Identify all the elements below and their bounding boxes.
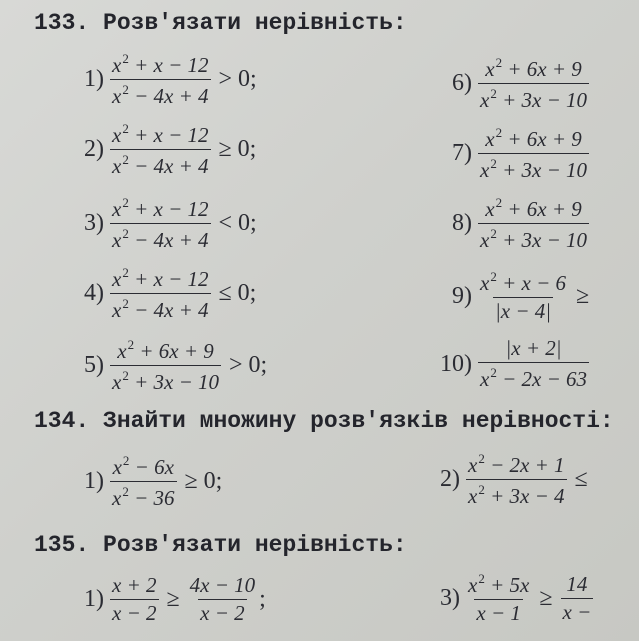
relation-sign: ≥ [166, 586, 180, 612]
numerator: $x^2 + x - 12$ [112, 121, 209, 147]
item-label: 10) [440, 350, 472, 377]
denominator: $x^2 + 3x - 10$ [478, 153, 589, 181]
denominator: x − 2 [200, 601, 245, 625]
fraction [110, 196, 211, 251]
item-label: 7) [452, 140, 472, 166]
inequality-item [440, 572, 593, 624]
denominator: x − 2 [112, 601, 157, 625]
inequality-item [84, 575, 266, 624]
fraction [110, 454, 177, 509]
denominator: $x^2 + 3x - 10$ [478, 223, 589, 251]
inequality-item [452, 196, 589, 251]
item-label: 3) [84, 210, 104, 236]
numerator: $x^2 + 6x + 9$ [485, 125, 582, 151]
fraction [110, 266, 211, 321]
item-label: 8) [452, 210, 472, 236]
relation-sign: > 0; [218, 66, 257, 92]
numerator: $x^2 + x - 12$ [112, 265, 209, 291]
fraction [110, 52, 211, 107]
denominator: $x^2 + 3x - 10$ [478, 83, 589, 111]
denominator: x − [562, 599, 592, 624]
fraction [478, 126, 589, 181]
fraction [110, 338, 221, 393]
item-label: 4) [84, 280, 104, 306]
inequality-item [84, 266, 256, 321]
fraction [466, 572, 531, 624]
inequality-item [440, 452, 588, 507]
inequality-item [452, 56, 589, 111]
numerator: 14 [566, 571, 588, 596]
section-134-heading: 134. Знайти множину розв'язків нерівності: [34, 408, 614, 434]
fraction [478, 56, 589, 111]
relation-sign: > 0; [229, 352, 268, 378]
item-label: 5) [84, 352, 104, 378]
numerator: $x^2 + 6x + 9$ [117, 337, 214, 363]
relation-sign: ≥ [539, 584, 553, 611]
inequality-item [84, 454, 222, 509]
relation-sign: ≤ 0; [218, 280, 257, 306]
inequality-item [452, 270, 589, 322]
numerator: |x + 2| [505, 336, 562, 360]
denominator: $x^2 + 3x - 10$ [110, 365, 221, 393]
inequality-item [440, 338, 589, 390]
inequality-item [84, 52, 257, 107]
item-label: 9) [452, 282, 472, 309]
denominator: $x^2 - 36$ [110, 481, 177, 509]
item-label: 1) [84, 66, 104, 92]
fraction [478, 270, 568, 322]
numerator: $x^2 + 6x + 9$ [485, 195, 582, 221]
numerator: $x^2 - 6x$ [112, 453, 174, 479]
fraction [110, 575, 159, 624]
fraction [478, 196, 589, 251]
inequality-item [84, 122, 256, 177]
fraction [478, 338, 589, 390]
numerator: $x^2 + 5x$ [468, 571, 530, 597]
numerator: $x^2 + 6x + 9$ [485, 55, 582, 81]
relation-sign: ≤ [574, 466, 588, 492]
inequality-item [84, 338, 267, 393]
item-label: 2) [84, 136, 104, 162]
relation-sign: ≥ 0; [184, 468, 223, 494]
fraction [466, 452, 567, 507]
inequality-item [452, 126, 589, 181]
denominator: $x^2 - 4x + 4$ [110, 223, 211, 251]
numerator: $x^2 + x - 12$ [112, 51, 209, 77]
inequality-item [84, 196, 257, 251]
item-label: 6) [452, 70, 472, 96]
item-label: 3) [440, 584, 460, 611]
denominator: |x − 4| [494, 299, 552, 323]
denominator: $x^2 - 4x + 4$ [110, 293, 211, 321]
denominator: $x^2 - 2x - 63$ [478, 362, 589, 390]
numerator: $x^2 + x - 6$ [480, 269, 566, 295]
item-label: 1) [84, 586, 104, 612]
numerator: $x^2 + x - 12$ [112, 195, 209, 221]
numerator: $x^2 - 2x + 1$ [468, 451, 565, 477]
relation-sign: ; [259, 586, 266, 612]
numerator: 4x − 10 [189, 573, 256, 597]
fraction [188, 575, 258, 624]
section-135-heading: 135. Розв'язати нерівність: [34, 532, 407, 558]
fraction [561, 571, 594, 624]
numerator: x + 2 [112, 573, 157, 597]
item-label: 1) [84, 468, 104, 494]
relation-sign: ≥ [576, 282, 590, 309]
denominator: $x^2 - 4x + 4$ [110, 79, 211, 107]
fraction [110, 122, 211, 177]
relation-sign: < 0; [218, 210, 257, 236]
denominator: x − 1 [476, 601, 521, 625]
denominator: $x^2 + 3x - 4$ [466, 479, 567, 507]
relation-sign: ≥ 0; [218, 136, 257, 162]
item-label: 2) [440, 466, 460, 492]
section-133-heading: 133. Розв'язати нерівність: [34, 10, 407, 36]
denominator: $x^2 - 4x + 4$ [110, 149, 211, 177]
